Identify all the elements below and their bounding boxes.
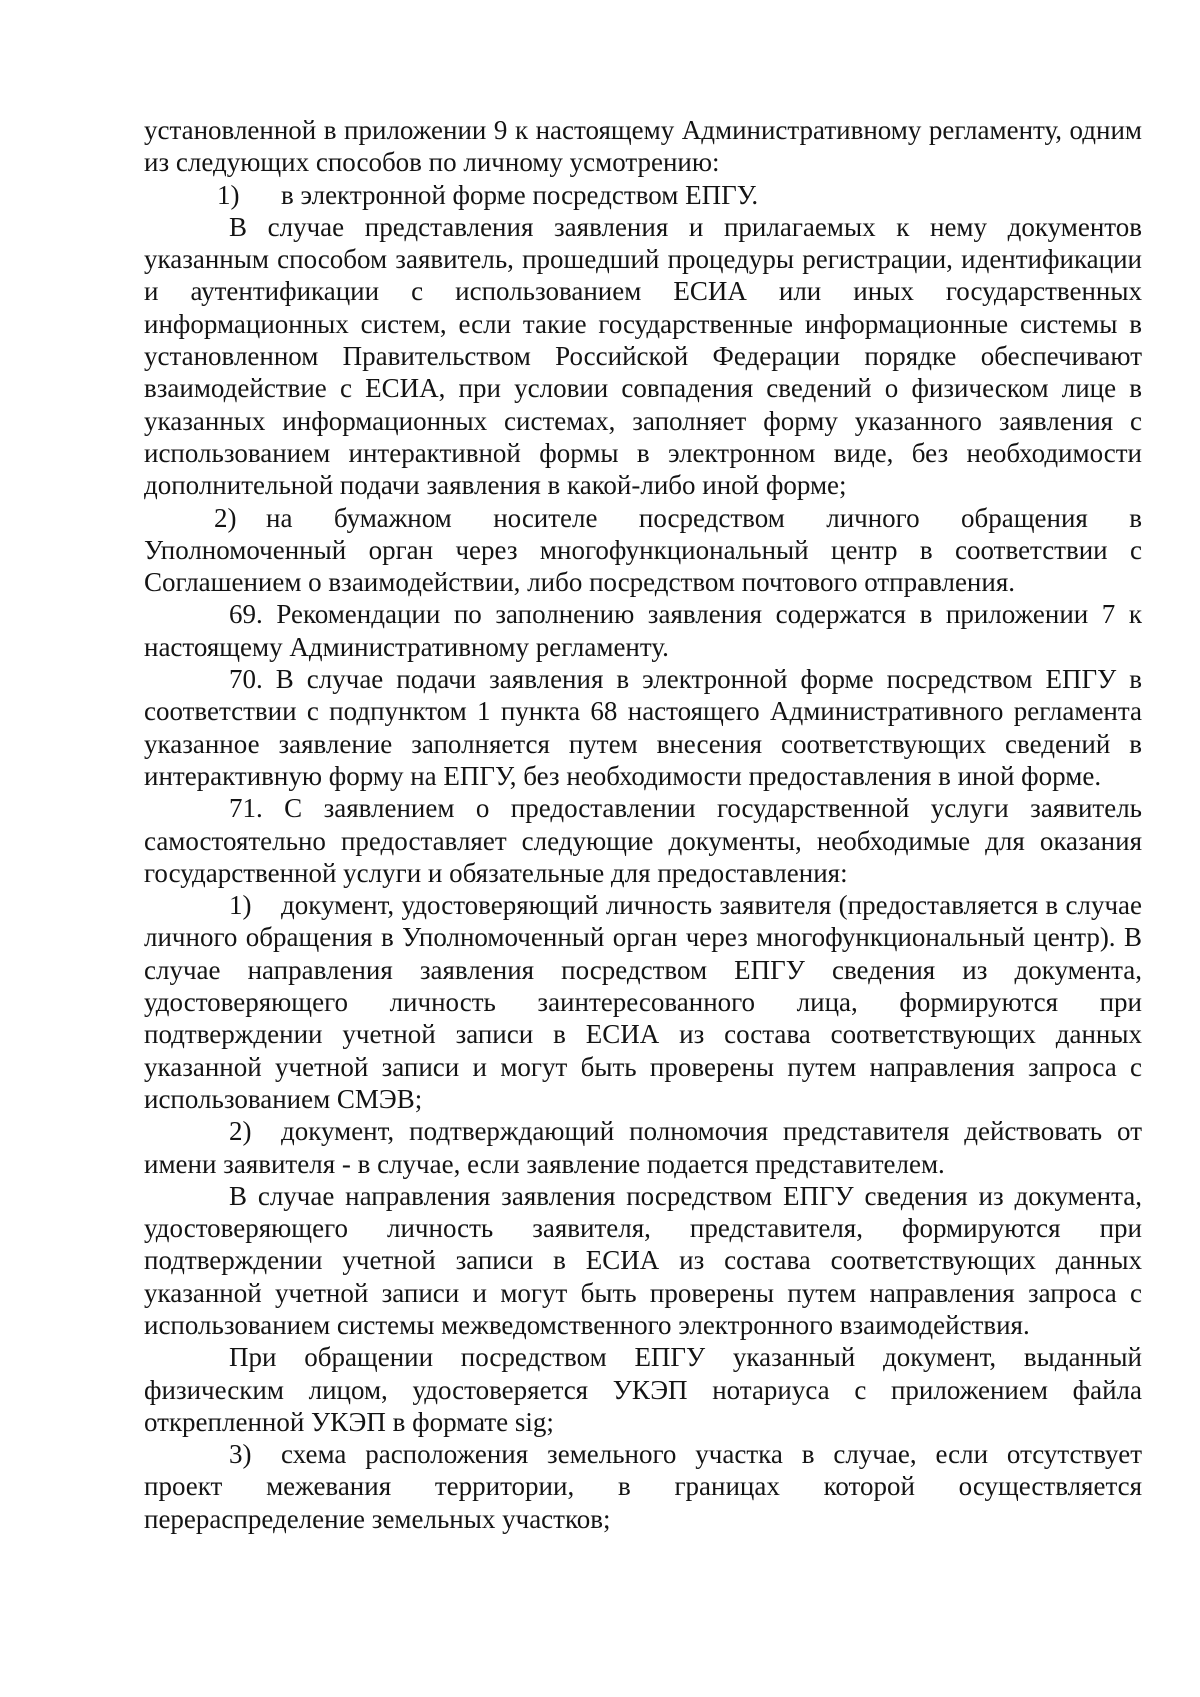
paragraph-text: документ, удостоверяющий личность заявителя (предоставляется в случае личного обращения в Уполномоченный орган через многофункциональный центр). В случае направления заявления посредством ЕПГУ сведения из документа, удостоверяющего личность заинтересованного лица, формируются при подтверждении учетной записи в ЕСИА из состава соответствующих данных указанной учетной записи и могут быть проверены путем направления запроса с использованием СМЭВ; bbox=[144, 890, 1142, 1114]
paragraph-text: документ, подтверждающий полномочия представителя действовать от имени заявителя - в случае, если заявление подается представителем. bbox=[144, 1116, 1142, 1179]
paragraph-notary-signature bbox=[144, 1341, 1142, 1438]
paragraph-text: 69. Рекомендации по заполнению заявления содержатся в приложении 7 к настоящему Административному регламенту. bbox=[144, 599, 1142, 662]
list-item-land-scheme bbox=[144, 1438, 1142, 1535]
paragraph-text: 71. С заявлением о предоставлении государственной услуги заявитель самостоятельно предоставляет следующие документы, необходимые для оказания государственной услуги и обязательные для предоставления: bbox=[144, 793, 1142, 888]
paragraph-70 bbox=[144, 663, 1142, 792]
paragraph-electronic-details bbox=[144, 211, 1142, 502]
paragraph-text: В случае представления заявления и прилагаемых к нему документов указанным способом заявитель, прошедший процедуры регистрации, идентификации и аутентификации с использованием ЕСИА или иных государственных информационных систем, если такие государственные информационные системы в установленном Правительством Российской Федерации порядке обеспечивают взаимодействие с ЕСИА, при условии совпадения сведений о физическом лице в указанных информационных системах, заполняет форму указанного заявления с использованием интерактивной формы в электронном виде, без необходимости дополнительной подачи заявления в какой-либо иной форме; bbox=[144, 211, 1142, 501]
list-item-number: 3) bbox=[229, 1439, 252, 1470]
list-item-number: 1) bbox=[229, 890, 252, 921]
paragraph-text: схема расположения земельного участка в случае, если отсутствует проект межевания территории, в границах которой осуществляется перераспределение земельных участков; bbox=[144, 1439, 1142, 1534]
paragraph-text: 70. В случае подачи заявления в электронной форме посредством ЕПГУ в соответствии с подпунктом 1 пункта 68 настоящего Административного регламента указанное заявление заполняется путем внесения соответствующих сведений в интерактивную форму на ЕПГУ, без необходимости предоставления в иной форме. bbox=[144, 664, 1142, 791]
paragraph-epgu-representative bbox=[144, 1180, 1142, 1341]
list-item-authority-document bbox=[144, 1115, 1142, 1180]
paragraph-text: на бумажном носителе посредством личного обращения в Уполномоченный орган через многофункциональный центр в соответствии с Соглашением о взаимодействии, либо посредством почтового отправления. bbox=[144, 502, 1142, 598]
paragraph-text: установленной в приложении 9 к настоящему Административному регламенту, одним из следующих способов по личному усмотрению: bbox=[144, 115, 1142, 178]
list-item-number: 1) bbox=[217, 179, 240, 210]
paragraph-text: При обращении посредством ЕПГУ указанный документ, выданный физическим лицом, удостоверяется УКЭП нотариуса с приложением файла открепленной УКЭП в формате sig; bbox=[144, 1342, 1142, 1437]
list-item-electronic-form bbox=[144, 179, 1142, 211]
document-body bbox=[144, 114, 1142, 1535]
paragraph-71 bbox=[144, 792, 1142, 889]
paragraph-text: в электронной форме посредством ЕПГУ. bbox=[281, 179, 759, 210]
list-item-paper-form bbox=[144, 502, 1142, 599]
paragraph-intro bbox=[144, 114, 1142, 179]
list-item-identity-document bbox=[144, 889, 1142, 1115]
paragraph-text: В случае направления заявления посредством ЕПГУ сведения из документа, удостоверяющего личность заявителя, представителя, формируются при подтверждении учетной записи в ЕСИА из состава соответствующих данных указанной учетной записи и могут быть проверены путем направления запроса с использованием системы межведомственного электронного взаимодействия. bbox=[144, 1180, 1142, 1340]
paragraph-69 bbox=[144, 598, 1142, 663]
list-item-number: 2) bbox=[229, 1116, 252, 1147]
list-item-number: 2) bbox=[214, 502, 237, 533]
